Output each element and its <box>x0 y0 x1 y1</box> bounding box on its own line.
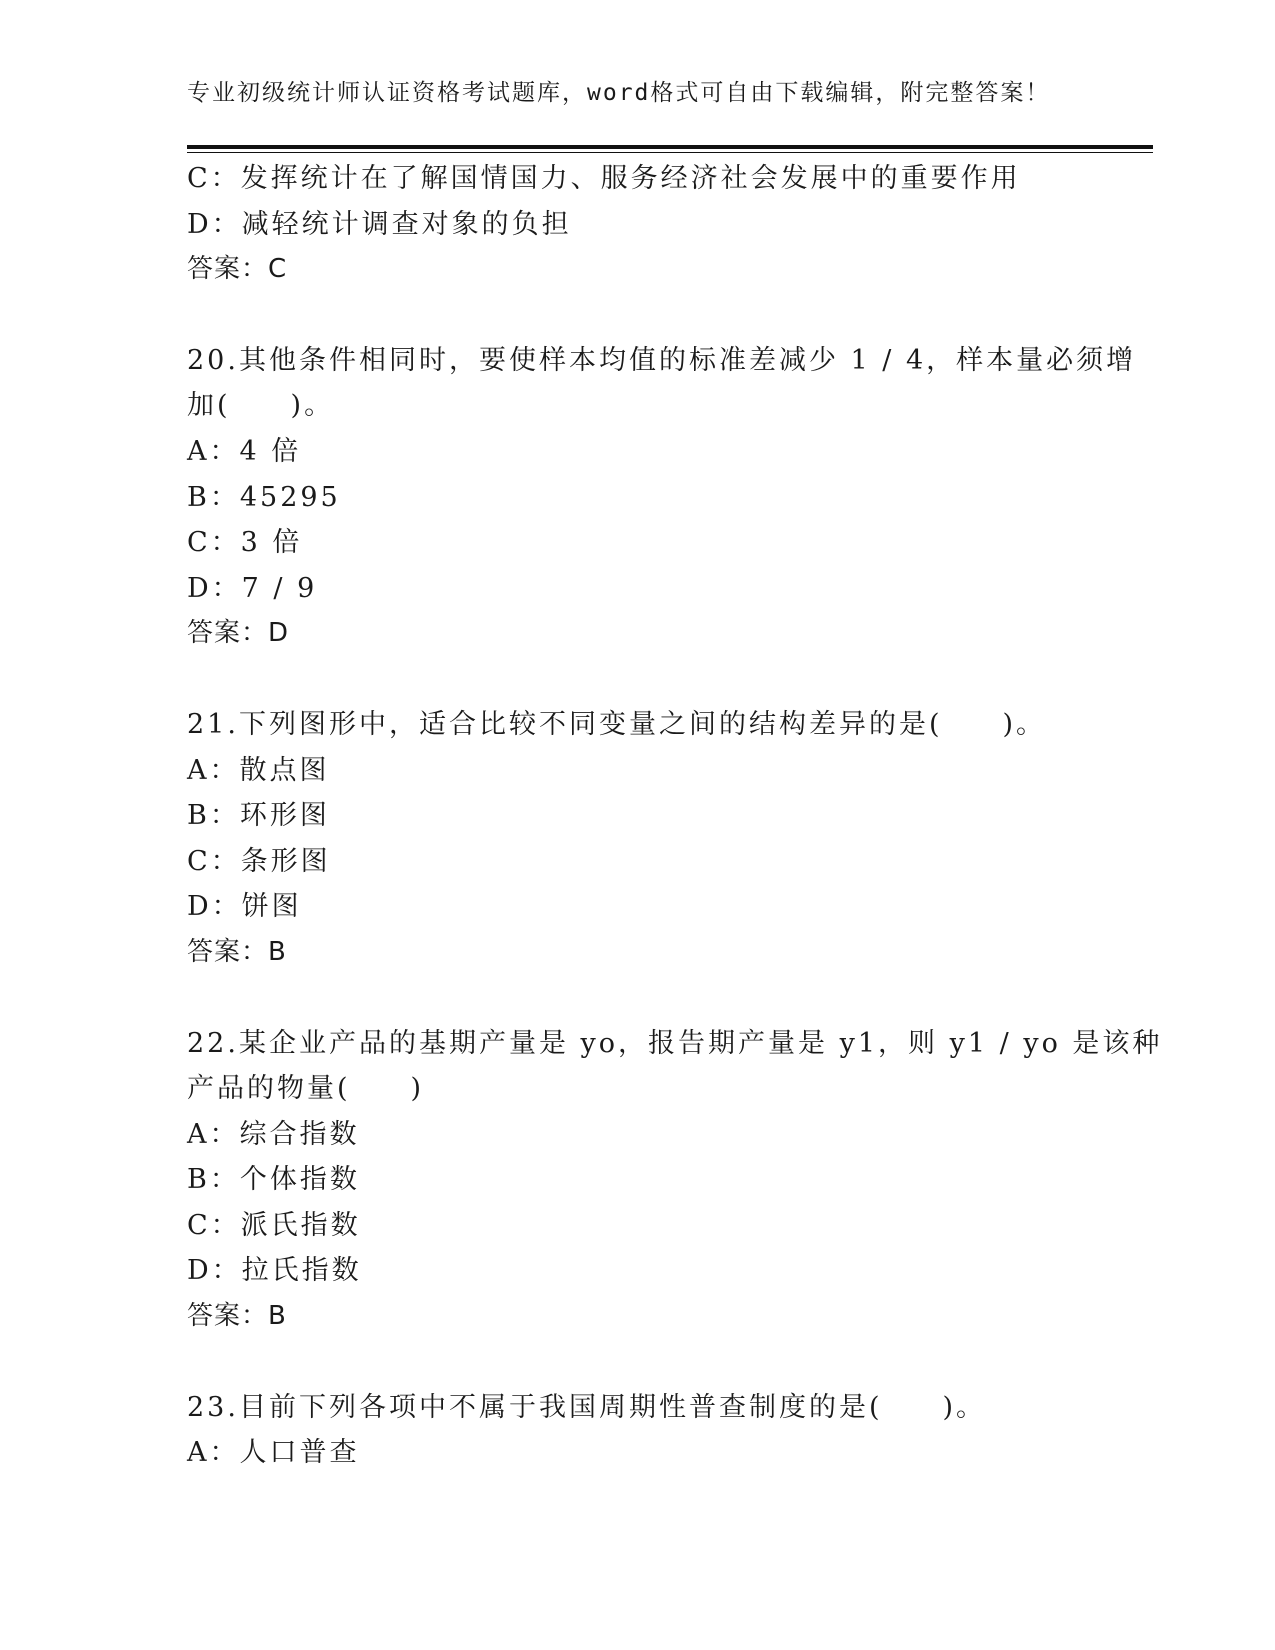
header-rule-thick <box>187 145 1153 149</box>
option-a: A：4 倍 <box>187 435 302 467</box>
header-rule-thin <box>187 152 1153 153</box>
option-d: D：饼图 <box>187 891 302 923</box>
option-c: C：条形图 <box>187 845 331 877</box>
answer: 答案：D <box>187 618 290 649</box>
question-text: 23.目前下列各项中不属于我国周期性普查制度的是( )。 <box>187 1391 987 1423</box>
question-text: 20.其他条件相同时，要使样本均值的标准差减少 1 / 4，样本量必须增 <box>187 344 1137 376</box>
option-d: D：7 / 9 <box>187 572 318 604</box>
option-a: A：综合指数 <box>187 1118 360 1150</box>
option-d: D：减轻统计调查对象的负担 <box>187 208 572 240</box>
question-list <box>187 156 1163 1476</box>
answer: 答案：C <box>187 254 288 285</box>
option-b: B：环形图 <box>187 800 330 832</box>
option-a: A：人口普查 <box>187 1437 360 1469</box>
option-b: B：个体指数 <box>187 1164 360 1196</box>
option-d: D：拉氏指数 <box>187 1255 362 1287</box>
question-text: 加( )。 <box>187 390 335 422</box>
option-c: C：派氏指数 <box>187 1209 361 1241</box>
question-text: 产品的物量( ) <box>187 1073 425 1105</box>
option-a: A：散点图 <box>187 754 330 786</box>
option-b: B：45295 <box>187 481 341 513</box>
question-text: 22.某企业产品的基期产量是 yo，报告期产量是 y1，则 y1 / yo 是该种 <box>187 1027 1163 1059</box>
answer: 答案：B <box>187 1301 287 1332</box>
option-c: C：3 倍 <box>187 527 303 559</box>
question-text: 21.下列图形中，适合比较不同变量之间的结构差异的是( )。 <box>187 708 1047 740</box>
page-header: 专业初级统计师认证资格考试题库，word格式可自由下载编辑，附完整答案！ <box>187 80 1051 106</box>
answer: 答案：B <box>187 936 287 967</box>
option-c: C：发挥统计在了解国情国力、服务经济社会发展中的重要作用 <box>187 163 1021 194</box>
